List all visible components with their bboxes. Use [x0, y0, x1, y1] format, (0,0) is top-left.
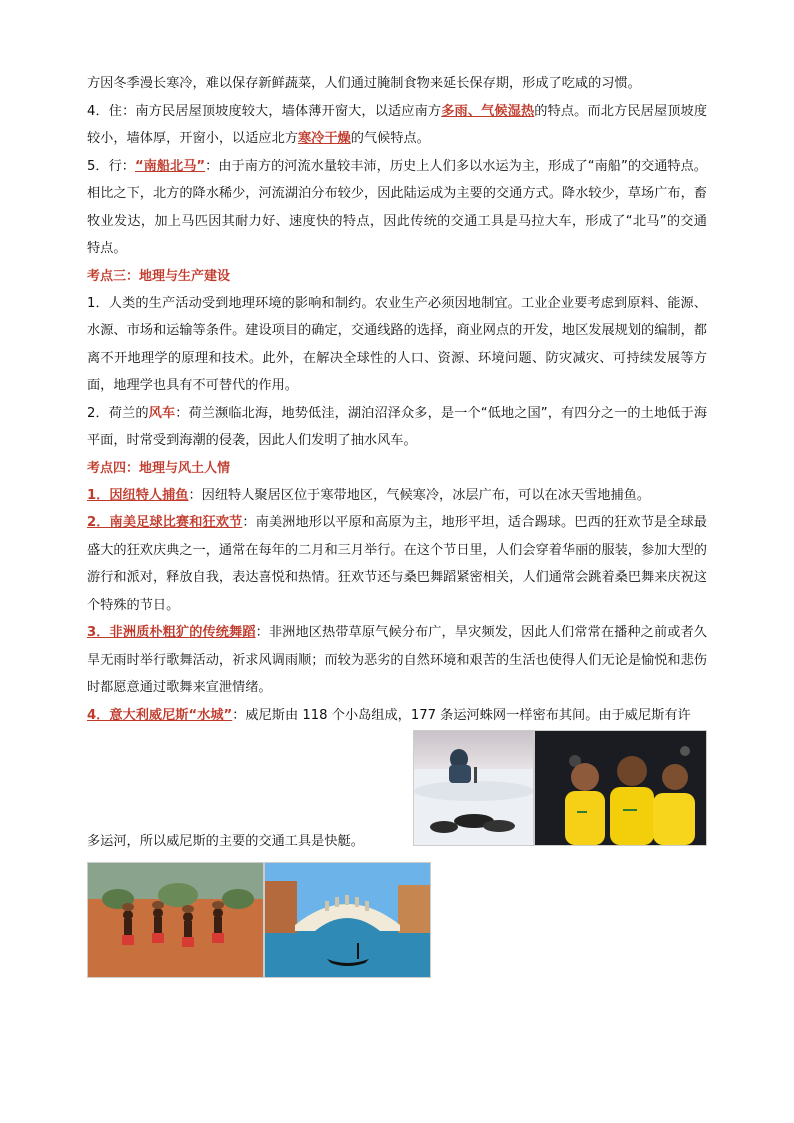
- africa-highlight: 3．非洲质朴粗犷的传统舞蹈: [87, 625, 256, 640]
- paragraph-windmill: [87, 400, 707, 455]
- transport-text-a: 5．行：: [87, 158, 135, 174]
- windmill-text-a: 2．荷兰的: [87, 405, 149, 421]
- transport-text-b: ：由于南方的河流水量较丰沛，历史上人们多以水运为主，形成了“南船”的交通特点。相比之下，北方的降水稀少，河流湖泊分布较少，因此陆运成为主要的交通方式。降水较少，草场广布，畜牧业发达，加上马匹因其耐力好、速度快的特点，因此传统的交通工具是马拉大车，形成了“北马”的交通特点。: [87, 158, 707, 256]
- paragraph-transport: [87, 153, 707, 263]
- inuit-text: ：因纽特人聚居区位于寒带地区，气候寒冷，冰层广布，可以在冰天雪地捕鱼。: [188, 487, 651, 503]
- paragraph-inuit: [87, 482, 707, 510]
- paragraph-food: 方因冬季漫长寒冷，难以保存新鲜蔬菜，人们通过腌制食物来延长保存期，形成了吃咸的习惯。: [87, 76, 641, 91]
- africa-text: ：非洲地区热带草原气候分布广，旱灾频发，因此人们常常在播种之前或者久旱无雨时举行歌舞活动，祈求风调雨顺；而较为恶劣的自然环境和艰苦的生活也使得人们无论是愉悦和悲伤时都愿意通过歌舞来宣泄情绪。: [87, 625, 707, 695]
- paragraph-housing: [87, 98, 707, 153]
- housing-text-b: 的特点。而北方民居屋顶坡度较小，墙体厚，开窗小，以适应北方: [87, 103, 708, 146]
- photo-african-dance: [87, 862, 264, 978]
- venice-highlight: 4．意大利威尼斯“水城”: [87, 707, 233, 723]
- photo-inuit-ice-fishing: [413, 730, 534, 846]
- paragraph-africa: [87, 619, 707, 702]
- housing-highlight-south: 多雨、气候湿热: [441, 103, 535, 119]
- transport-highlight: “南船北马”: [134, 158, 206, 174]
- south-america-text: ：南美洲地形以平原和高原为主，地形平坦，适合踢球。巴西的狂欢节是全球最盛大的狂欢庆典之一，通常在每年的二月和三月举行。在这个节日里，人们会穿着华丽的服装，参加大型的游行和派对，释放自我，表达喜悦和热情。狂欢节还与桑巴舞蹈紧密相关，人们通常会跳着桑巴舞来庆祝这个特殊的节日。: [87, 515, 707, 613]
- paragraph-venice-cont: 多运河，所以威尼斯的主要的交通工具是快艇。: [87, 834, 364, 849]
- photo-brazil-football: [534, 730, 707, 846]
- venice-text: ：威尼斯由 118 个小岛组成，177 条运河蛛网一样密布其间。由于威尼斯有许: [232, 707, 691, 723]
- housing-text-c: 的气候特点。: [350, 131, 430, 146]
- windmill-text-b: ：荷兰濒临北海，地势低洼，湖泊沼泽众多，是一个“低地之国”，有四分之一的土地低于海平面，时常受到海潮的侵袭，因此人们发明了抽水风车。: [87, 405, 708, 448]
- south-america-highlight: 2．南美足球比赛和狂欢节: [87, 515, 243, 530]
- paragraph-south-america: [87, 509, 707, 619]
- housing-highlight-north: 寒冷干燥: [298, 131, 351, 146]
- document-page: [87, 70, 707, 729]
- section-heading-4: 考点四：地理与风土人情: [87, 460, 231, 476]
- windmill-highlight: 风车: [148, 405, 176, 421]
- photo-venice-bridge: [264, 862, 431, 978]
- paragraph-venice: [87, 702, 707, 730]
- paragraph-production: 1．人类的生产活动受到地理环境的影响和制约。农业生产必须因地制宜。工业企业要考虑到原料、能源、水源、市场和运输等条件。建设项目的确定，交通线路的选择，商业网点的开发，地区发展规划的编制，都离不开地理学的原理和技术。此外，在解决全球性的人口、资源、环境问题、防灾减灾、可持续发展等方面，地理学也具有不可替代的作用。: [87, 295, 707, 393]
- inuit-highlight: 1．因纽特人捕鱼: [87, 487, 189, 503]
- section-heading-3: 考点三：地理与生产建设: [87, 268, 231, 284]
- housing-text-a: 4．住：南方民居屋顶坡度较大，墙体薄开窗大，以适应南方: [87, 103, 442, 119]
